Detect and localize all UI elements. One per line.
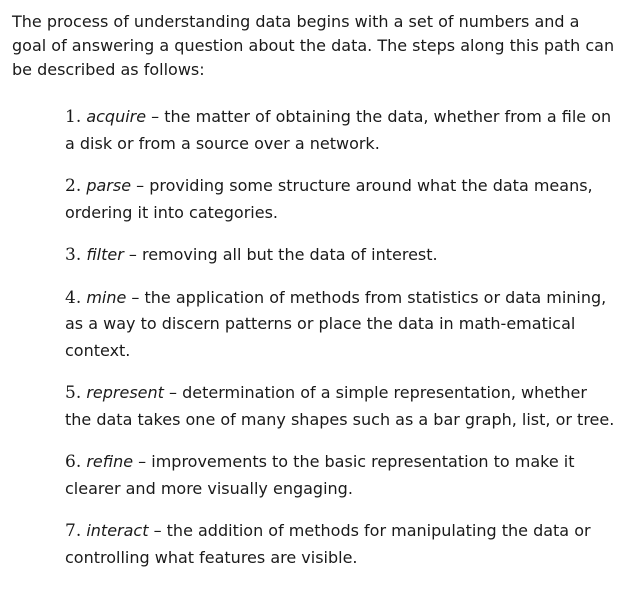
step-description: – the matter of obtaining the data, whether from a file on a disk or from a source over a network. [65,107,612,153]
step-item-parse [65,173,615,226]
step-number: 4. [65,287,82,308]
step-term: mine [86,287,127,307]
step-item-interact [65,518,615,571]
step-description: – the addition of methods for manipulating the data or controlling what features are visible. [65,521,591,567]
step-number: 7. [65,521,82,541]
step-term: parse [86,176,132,195]
step-term: filter [86,245,124,264]
step-term: acquire [86,107,147,126]
step-description: – removing all but the data of interest. [123,245,438,264]
step-description: – improvements to the basic representation to make it clearer and more visually engaging. [65,452,575,498]
step-number: 6. [65,452,82,472]
step-number: 3. [65,245,82,265]
step-item-represent [65,380,615,433]
process-steps-list [65,104,615,571]
step-item-filter [65,242,615,269]
step-item-mine [65,285,615,365]
step-item-refine [65,449,615,502]
step-description: – determination of a simple representation, whether the data takes one of many shapes such as a bar graph, list, or tree. [65,383,615,429]
step-description: – providing some structure around what the data means, ordering it into categories. [65,176,593,222]
step-term: interact [86,521,149,540]
step-item-acquire [65,104,615,157]
step-description: – the application of methods from statistics or data mining, as a way to discern patterns or place the data in math-ematical context. [65,287,607,360]
intro-paragraph: The process of understanding data begins with a set of numbers and a goal of answering a question about the data. The steps along this path can be described as follows: [12,12,615,79]
step-number: 5. [65,383,82,403]
step-number: 2. [65,176,82,196]
step-number: 1. [65,107,82,127]
step-term: represent [86,383,164,402]
step-term: refine [86,452,134,471]
